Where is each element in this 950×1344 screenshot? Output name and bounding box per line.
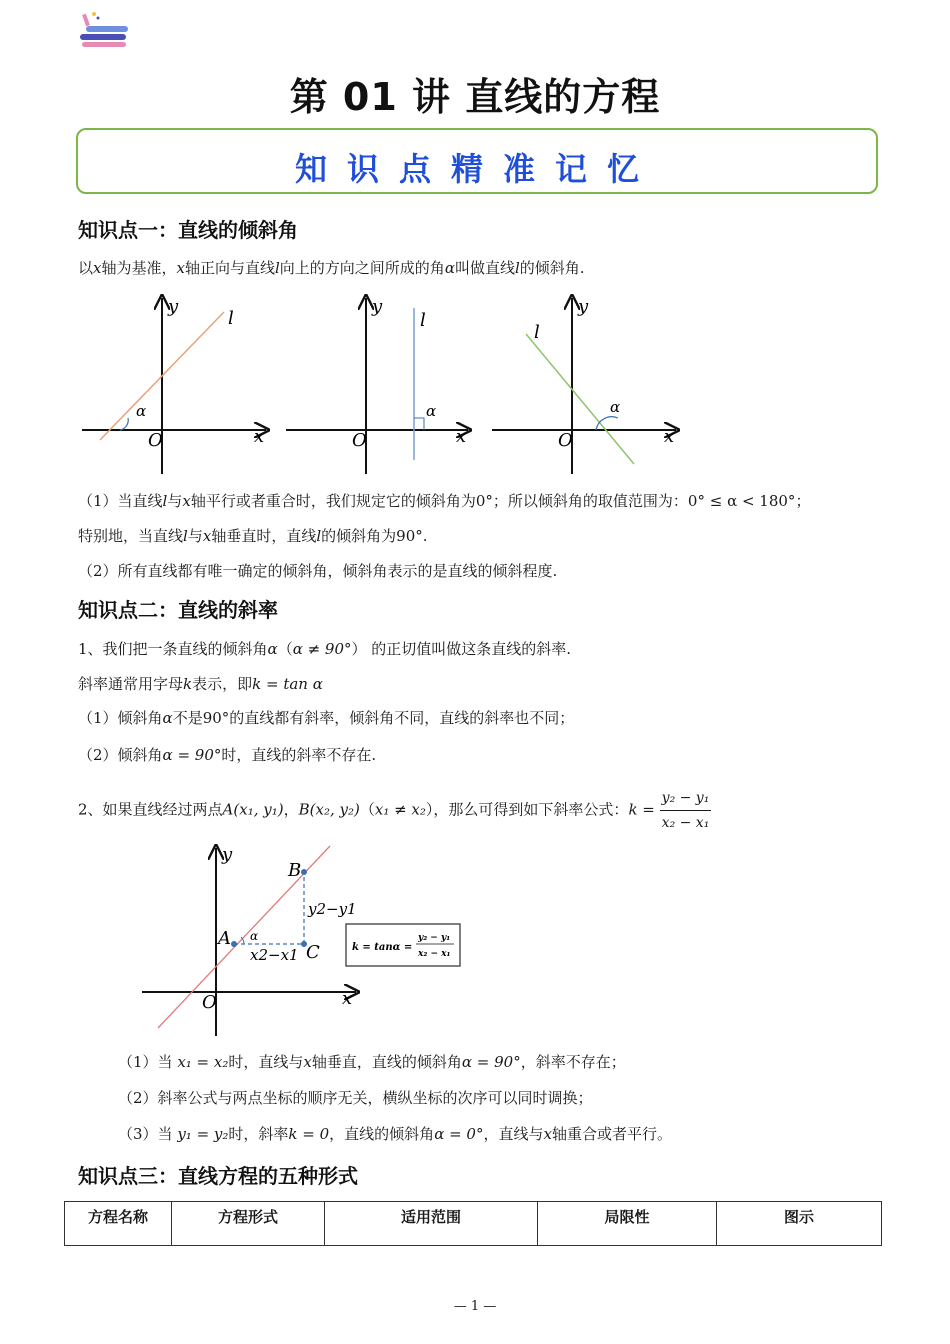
page-number: — 1 —: [453, 1299, 497, 1314]
slope-formula-fraction: $\frac{\text{y₂ − y₁}}{\text{x₂ − x₁}}$: [660, 786, 712, 835]
svg-text:A: A: [218, 928, 231, 949]
equation-forms-table: [64, 1201, 882, 1246]
section2-heading: 知识点二：直线的斜率: [78, 598, 278, 622]
point-a: [231, 941, 237, 947]
slope-figure: [138, 840, 468, 1040]
svg-text:y: y: [372, 296, 383, 317]
svg-text:B: B: [288, 860, 302, 881]
svg-text:y: y: [578, 296, 589, 317]
section1-note1b: 特别地，当直线l与x轴垂直时，直线l的倾斜角为90°.: [78, 527, 428, 545]
svg-text:α: α: [136, 402, 147, 420]
svg-text:y: y: [168, 296, 179, 317]
svg-text:y: y: [222, 844, 233, 865]
table-header-cell: 图示: [717, 1202, 882, 1246]
table-header-cell: 适用范围: [325, 1202, 538, 1246]
banner-text: 知识点精准记忆: [294, 150, 659, 188]
svg-text:O: O: [202, 992, 217, 1013]
svg-text:k = tanα =: k = tanα =: [352, 942, 413, 953]
point-b: [301, 869, 307, 875]
svg-text:l: l: [534, 322, 540, 343]
books-logo-icon: [80, 8, 132, 50]
section2-n1: （1）当 x₁ = x₂时，直线与x轴垂直，直线的倾斜角α = 90°，斜率不存在；: [118, 1053, 626, 1071]
svg-text:x: x: [342, 988, 353, 1009]
table-header-row: [65, 1202, 882, 1246]
section1-note2: （2）所有直线都有唯一确定的倾斜角，倾斜角表示的是直线的倾斜程度.: [78, 562, 558, 580]
svg-text:x₂ − x₁: x₂ − x₁: [418, 949, 451, 959]
figure-acute-angle: [82, 296, 266, 474]
svg-text:O: O: [148, 430, 163, 451]
section2-p4: （2）倾斜角α = 90°时，直线的斜率不存在.: [78, 746, 377, 764]
svg-text:x: x: [664, 426, 675, 447]
svg-text:C: C: [306, 942, 320, 963]
svg-text:y2−y1: y2−y1: [308, 900, 357, 918]
svg-text:O: O: [352, 430, 367, 451]
figure-obtuse-angle: [492, 296, 676, 474]
section2-n3: （3）当 y₁ = y₂时，斜率k = 0，直线的倾斜角α = 0°，直线与x轴重合或者平行。: [118, 1125, 672, 1143]
section2-p5: 2、如果直线经过两点A(x₁, y₁)，B(x₂, y₂)（x₁ ≠ x₂），那么可得到如下斜率公式：k = $\frac{\text{y₂ − y₁}}{\text{x₂ − x₁}}$: [78, 786, 711, 835]
section2-p1: 1、我们把一条直线的倾斜角α（α ≠ 90°） 的正切值叫做这条直线的斜率.: [78, 640, 572, 658]
figure-right-angle: [286, 296, 468, 474]
svg-text:α: α: [426, 402, 437, 420]
inclination-figures: [78, 292, 688, 482]
table-header-cell: 方程形式: [172, 1202, 325, 1246]
section2-n2: （2）斜率公式与两点坐标的顺序无关，横纵坐标的次序可以同时调换；: [118, 1089, 593, 1107]
svg-text:α: α: [610, 398, 621, 416]
slope-formula-box: [346, 924, 460, 966]
svg-text:O: O: [558, 430, 573, 451]
section2-p3: （1）倾斜角α不是90°的直线都有斜率，倾斜角不同，直线的斜率也不同；: [78, 709, 575, 727]
table-header-cell: 局限性: [538, 1202, 717, 1246]
section-banner: [76, 128, 878, 194]
svg-text:x2−x1: x2−x1: [250, 946, 299, 964]
svg-text:y₂ − y₁: y₂ − y₁: [418, 933, 451, 943]
section1-definition: 以x轴为基准，x轴正向与直线l向上的方向之间所成的角α叫做直线l的倾斜角.: [78, 259, 585, 277]
page-title: 第 01 讲 直线的方程: [289, 75, 661, 119]
section1-heading: 知识点一：直线的倾斜角: [78, 218, 298, 242]
svg-text:l: l: [228, 308, 234, 329]
svg-text:l: l: [420, 310, 426, 331]
section3-heading: 知识点三：直线方程的五种形式: [78, 1164, 358, 1188]
svg-text:α: α: [250, 929, 259, 943]
svg-text:x: x: [254, 426, 265, 447]
section1-note1a: （1）当直线l与x轴平行或者重合时，我们规定它的倾斜角为0°；所以倾斜角的取值范围为：0° ≤ α < 180°；: [78, 492, 811, 510]
section2-p2: 斜率通常用字母k表示，即k = tan α: [78, 675, 323, 693]
table-header-cell: 方程名称: [65, 1202, 172, 1246]
svg-text:x: x: [456, 426, 467, 447]
